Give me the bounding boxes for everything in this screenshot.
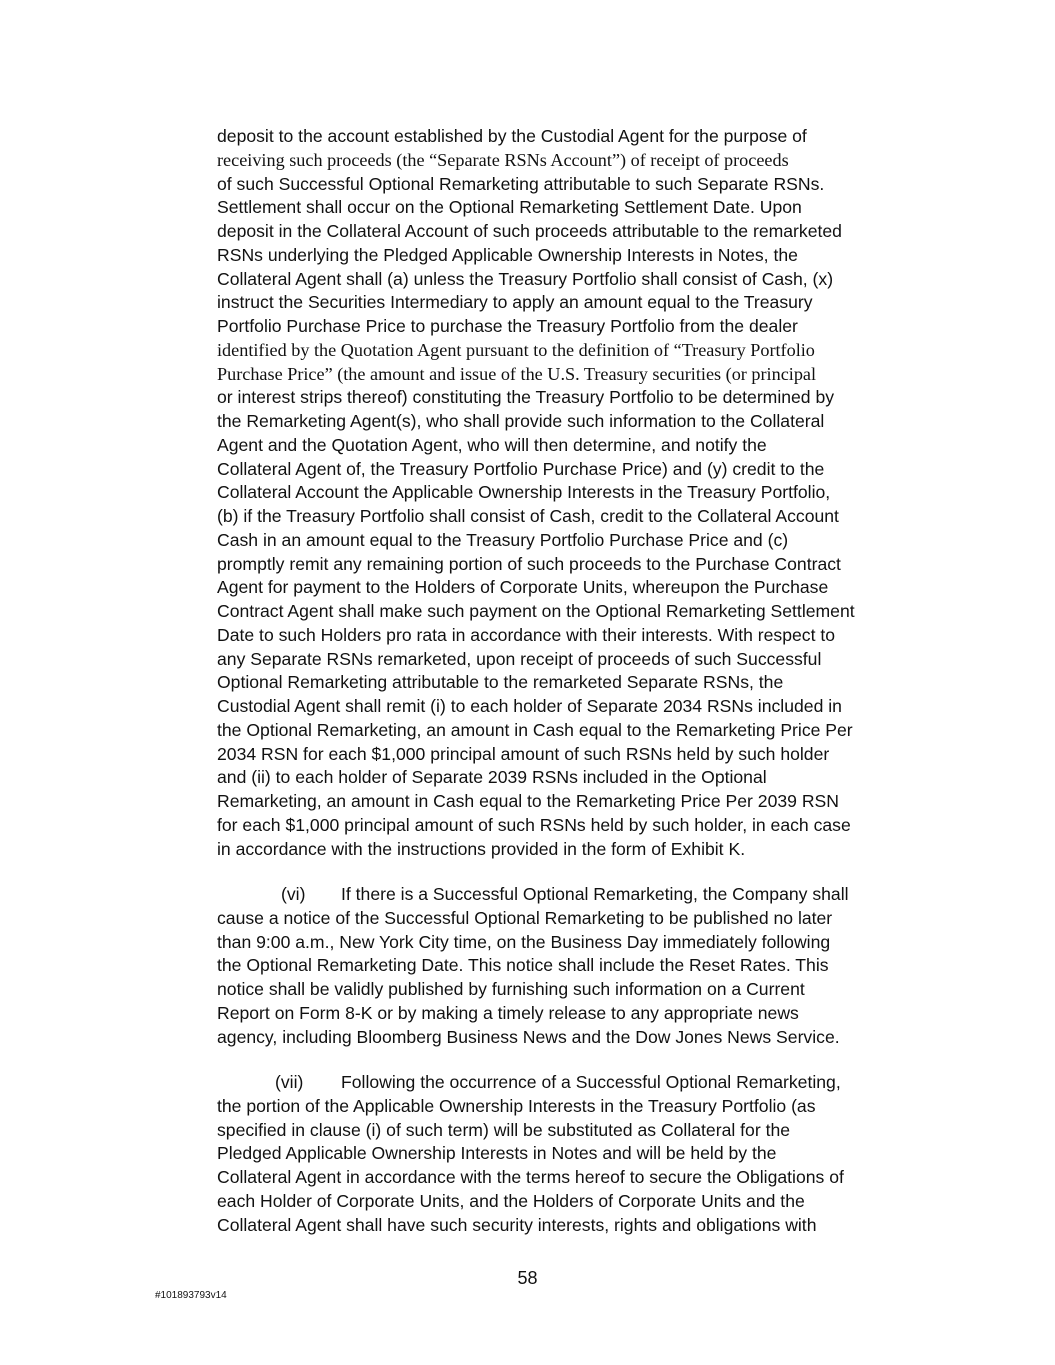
text-line: promptly remit any remaining portion of such proceeds to the Purchase Contract bbox=[217, 553, 841, 574]
text-line: or interest strips thereof) constituting the Treasury Portfolio to be determined by bbox=[217, 387, 835, 408]
text-line: 2034 RSN for each $1,000 principal amount of such RSNs held by such holder bbox=[217, 743, 830, 764]
text-line: Agent for payment to the Holders of Corporate Units, whereupon the Purchase bbox=[217, 577, 829, 598]
text-line: than 9:00 a.m., New York City time, on the Business Day immediately following bbox=[217, 931, 831, 952]
text-line: Settlement shall occur on the Optional Remarketing Settlement Date. Upon bbox=[217, 197, 802, 218]
clause-vi bbox=[217, 883, 903, 1049]
text-line: Cash in an amount equal to the Treasury Portfolio Purchase Price and (c) bbox=[217, 529, 789, 550]
text-line: receiving such proceeds (the “Separate RSNs Account”) of receipt of proceeds bbox=[217, 149, 789, 170]
text-line: Optional Remarketing attributable to the remarketed Separate RSNs, the bbox=[217, 672, 784, 693]
clause-number-vii: (vii) bbox=[275, 1072, 304, 1092]
text-line: of such Successful Optional Remarketing attributable to such Separate RSNs. bbox=[217, 173, 825, 194]
text-line: deposit in the Collateral Account of such proceeds attributable to the remarketed bbox=[217, 221, 842, 241]
clause-first-line-text: If there is a Successful Optional Remarketing, the Company shall bbox=[341, 884, 849, 904]
text-line: deposit to the account established by the Custodial Agent for the purpose of bbox=[217, 126, 807, 146]
text-line: the Optional Remarketing Date. This notice shall include the Reset Rates. This bbox=[217, 955, 829, 976]
text-line: Collateral Agent shall (a) unless the Treasury Portfolio shall consist of Cash, (x) bbox=[217, 268, 834, 289]
text-line: Agent and the Quotation Agent, who will then determine, and notify the bbox=[217, 434, 767, 455]
clause-first-line bbox=[217, 883, 903, 907]
text-line: Collateral Agent of, the Treasury Portfolio Purchase Price) and (y) credit to the bbox=[217, 458, 825, 479]
text-line: each Holder of Corporate Units, and the Holders of Corporate Units and the bbox=[217, 1190, 805, 1211]
body-paragraph-1 bbox=[217, 125, 903, 861]
document-id: #101893793v14 bbox=[155, 1290, 227, 1301]
text-line: Contract Agent shall make such payment on the Optional Remarketing Settlement bbox=[217, 601, 855, 621]
text-line: the portion of the Applicable Ownership Interests in the Treasury Portfolio (as bbox=[217, 1095, 816, 1116]
text-line: Purchase Price” (the amount and issue of the U.S. Treasury securities (or principal bbox=[217, 363, 817, 384]
text-line: Collateral Agent in accordance with the terms hereof to secure the Obligations of bbox=[217, 1167, 844, 1187]
clause-number-vi: (vi) bbox=[281, 884, 306, 904]
text-line: Portfolio Purchase Price to purchase the Treasury Portfolio from the dealer bbox=[217, 316, 798, 336]
text-line: cause a notice of the Successful Optional Remarketing to be published no later bbox=[217, 907, 833, 928]
text-line: Collateral Agent shall have such security interests, rights and obligations with bbox=[217, 1214, 817, 1235]
text-line: identified by the Quotation Agent pursuant to the definition of “Treasury Portfolio bbox=[217, 339, 815, 360]
text-line: Custodial Agent shall remit (i) to each holder of Separate 2034 RSNs included in bbox=[217, 696, 842, 716]
text-line: agency, including Bloomberg Business News and the Dow Jones News Service. bbox=[217, 1026, 840, 1047]
text-line: Pledged Applicable Ownership Interests in Notes and will be held by the bbox=[217, 1143, 777, 1164]
text-line: Remarketing, an amount in Cash equal to the Remarketing Price Per 2039 RSN bbox=[217, 791, 839, 811]
text-line: notice shall be validly published by furnishing such information on a Current bbox=[217, 979, 805, 999]
text-line: the Optional Remarketing, an amount in Cash equal to the Remarketing Price Per bbox=[217, 719, 853, 740]
text-line: Report on Form 8-K or by making a timely release to any appropriate news bbox=[217, 1002, 799, 1023]
page-number: 58 bbox=[517, 1268, 538, 1288]
text-line: in accordance with the instructions provided in the form of Exhibit K. bbox=[217, 838, 746, 859]
clause-first-line-text: Following the occurrence of a Successful Optional Remarketing, bbox=[341, 1072, 841, 1092]
clause-vii bbox=[217, 1071, 903, 1237]
clause-first-line bbox=[217, 1071, 903, 1095]
text-line: specified in clause (i) of such term) will be substituted as Collateral for the bbox=[217, 1119, 791, 1140]
text-line: RSNs underlying the Pledged Applicable Ownership Interests in Notes, the bbox=[217, 244, 798, 265]
text-line: and (ii) to each holder of Separate 2039 RSNs included in the Optional bbox=[217, 767, 767, 788]
text-line: Date to such Holders pro rata in accordance with their interests. With respect to bbox=[217, 624, 836, 645]
text-line: Collateral Account the Applicable Ownership Interests in the Treasury Portfolio, bbox=[217, 482, 831, 503]
text-line: instruct the Securities Intermediary to apply an amount equal to the Treasury bbox=[217, 292, 813, 313]
text-line: (b) if the Treasury Portfolio shall consist of Cash, credit to the Collateral Account bbox=[217, 506, 839, 526]
text-line: for each $1,000 principal amount of such RSNs held by such holder, in each case bbox=[217, 814, 851, 835]
text-line: the Remarketing Agent(s), who shall provide such information to the Collateral bbox=[217, 411, 825, 431]
text-line: any Separate RSNs remarketed, upon receipt of proceeds of such Successful bbox=[217, 648, 822, 669]
